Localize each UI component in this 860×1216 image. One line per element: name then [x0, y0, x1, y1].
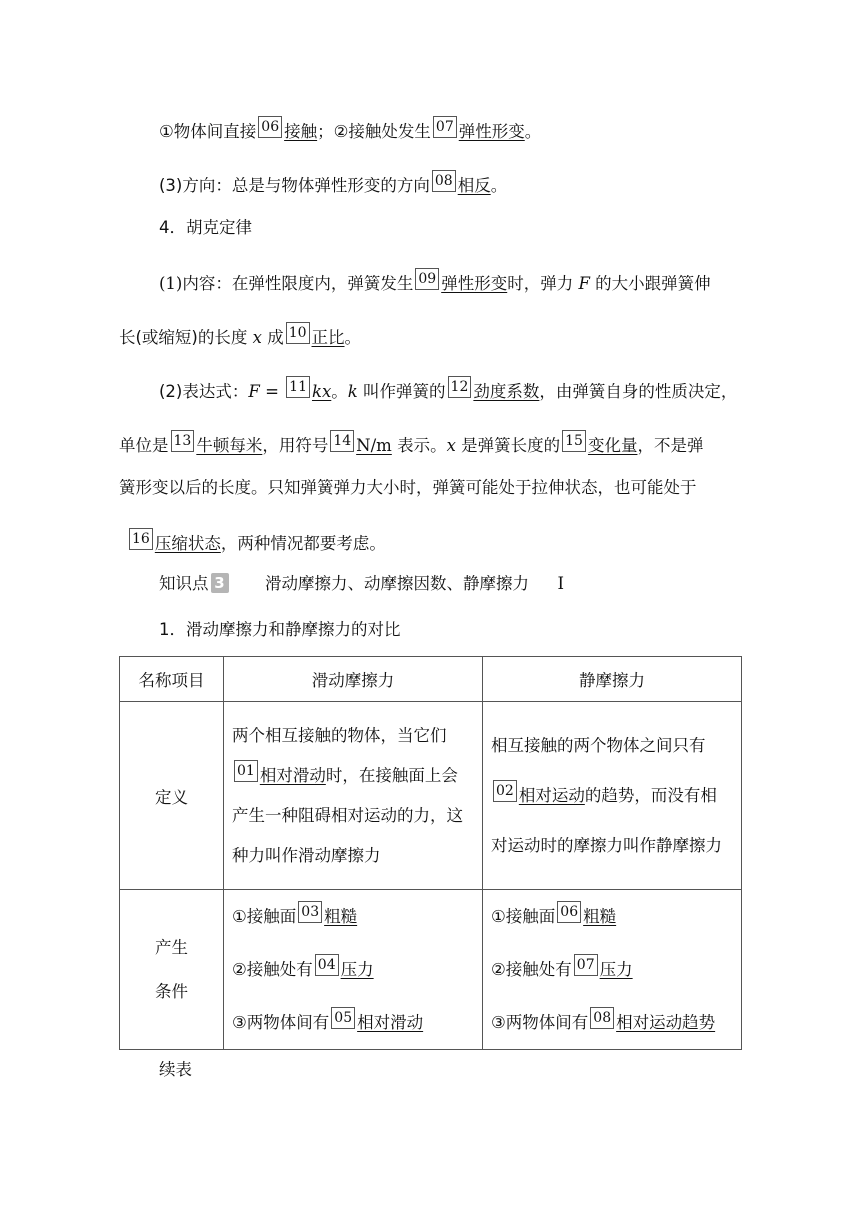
knowledge-point-level: Ⅰ: [557, 574, 565, 593]
blank-number: 05: [331, 1007, 355, 1029]
hooke-expr-line-4: 16 压缩状态，两种情况都要考虑。: [127, 528, 386, 556]
blank-number: 07: [574, 954, 598, 976]
blank-number: 08: [590, 1007, 614, 1029]
blank-number: 16: [129, 528, 153, 550]
list-item: ③两物体间有 08 相对运动趋势: [491, 996, 733, 1049]
list-item: ③两物体间有 05 相对滑动: [232, 996, 474, 1049]
header-sliding: 滑动摩擦力: [224, 657, 483, 702]
blank-number: 08: [432, 170, 456, 192]
knowledge-point-heading: 知识点 3 滑动摩擦力、动摩擦因数、静摩擦力 Ⅰ: [159, 574, 565, 593]
continued-label: 续表: [159, 1060, 192, 1079]
blank-number: 01: [234, 760, 258, 782]
friction-comparison-table: [119, 656, 742, 1050]
conditions-sliding: [224, 890, 483, 1050]
knowledge-point-title: 滑动摩擦力、动摩擦因数、静摩擦力: [265, 574, 529, 593]
definition-sliding: 两个相互接触的物体，当它们 01 相对滑动时，在接触面上会 产生一种阻碍相对运动的力，这 种力叫作滑动摩擦力: [224, 702, 483, 890]
blank-number: 06: [557, 901, 581, 923]
blank-number: 06: [258, 116, 282, 138]
table-row-definition: [120, 702, 742, 890]
answer: 压力: [599, 960, 633, 979]
comparison-title: 1．滑动摩擦力和静摩擦力的对比: [159, 620, 401, 639]
answer: 弹性形变: [441, 274, 508, 293]
answer: 粗糙: [583, 907, 617, 926]
answer: 正比: [311, 328, 345, 347]
direction-line: (3)方向：总是与物体弹性形变的方向 08 相反。: [159, 170, 507, 198]
blank-number: 02: [493, 780, 517, 802]
answer: 相对滑动: [259, 765, 326, 785]
answer: 相对运动: [518, 785, 585, 805]
answer: N/m: [356, 436, 392, 455]
hooke-content-line-1: (1)内容：在弹性限度内，弹簧发生 09 弹性形变时，弹力 F 的大小跟弹簧伸: [159, 268, 711, 296]
blank-number: 14: [330, 430, 354, 452]
answer: 劲度系数: [473, 382, 540, 401]
answer: 接触: [284, 122, 318, 141]
answer: 压缩状态: [154, 534, 221, 553]
hooke-expr-line-1: (2)表达式：F = 11 kx。k 叫作弹簧的 12 劲度系数，由弹簧自身的性质决定，: [159, 376, 737, 404]
list-item: ②接触处有 07 压力: [491, 943, 733, 996]
list-item: ①接触面 03 粗糙: [232, 890, 474, 943]
answer: 变化量: [587, 436, 638, 455]
blank-number: 03: [298, 901, 322, 923]
hooke-expr-line-3: 簧形变以后的长度。只知弹簧弹力大小时，弹簧可能处于拉伸状态，也可能处于: [119, 478, 697, 497]
answer: 相对滑动: [357, 1013, 424, 1032]
answer: 相反: [457, 176, 491, 195]
list-item: ②接触处有 04 压力: [232, 943, 474, 996]
blank-number: 07: [433, 116, 457, 138]
blank-number: 12: [448, 376, 472, 398]
answer: 相对运动趋势: [616, 1013, 716, 1032]
row-label-definition: 定义: [120, 702, 224, 890]
list-item: ①接触面 06 粗糙: [491, 890, 733, 943]
contact-conditions-line: ①物体间直接 06 接触；②接触处发生 07 弹性形变。: [159, 116, 541, 144]
row-label-conditions: 产生 条件: [120, 890, 224, 1050]
definition-static: 相互接触的两个物体之间只有 02 相对运动的趋势，而没有相 对运动时的摩擦力叫作静摩擦力: [483, 702, 742, 890]
answer: 压力: [340, 960, 374, 979]
answer: kx: [311, 382, 332, 401]
blank-number: 10: [286, 322, 310, 344]
table-row-conditions: [120, 890, 742, 1050]
answer: 弹性形变: [458, 122, 525, 141]
hooke-content-line-2: 长(或缩短)的长度 x 成 10 正比。: [119, 322, 361, 350]
section-heading-hooke: 4．胡克定律: [159, 218, 252, 237]
knowledge-point-badge: 3: [211, 573, 229, 593]
hooke-expr-line-2: 单位是 13 牛顿每米，用符号 14 N/m 表示。x 是弹簧长度的 15 变化量，不是弹: [119, 430, 703, 458]
header-item: 名称项目: [120, 657, 224, 702]
table-header-row: [120, 657, 742, 702]
blank-number: 13: [171, 430, 195, 452]
conditions-static: [483, 890, 742, 1050]
answer: 粗糙: [324, 907, 358, 926]
answer: 牛顿每米: [196, 436, 263, 455]
blank-number: 04: [315, 954, 339, 976]
blank-number: 11: [286, 376, 310, 398]
blank-number: 09: [415, 268, 439, 290]
header-static: 静摩擦力: [483, 657, 742, 702]
blank-number: 15: [562, 430, 586, 452]
